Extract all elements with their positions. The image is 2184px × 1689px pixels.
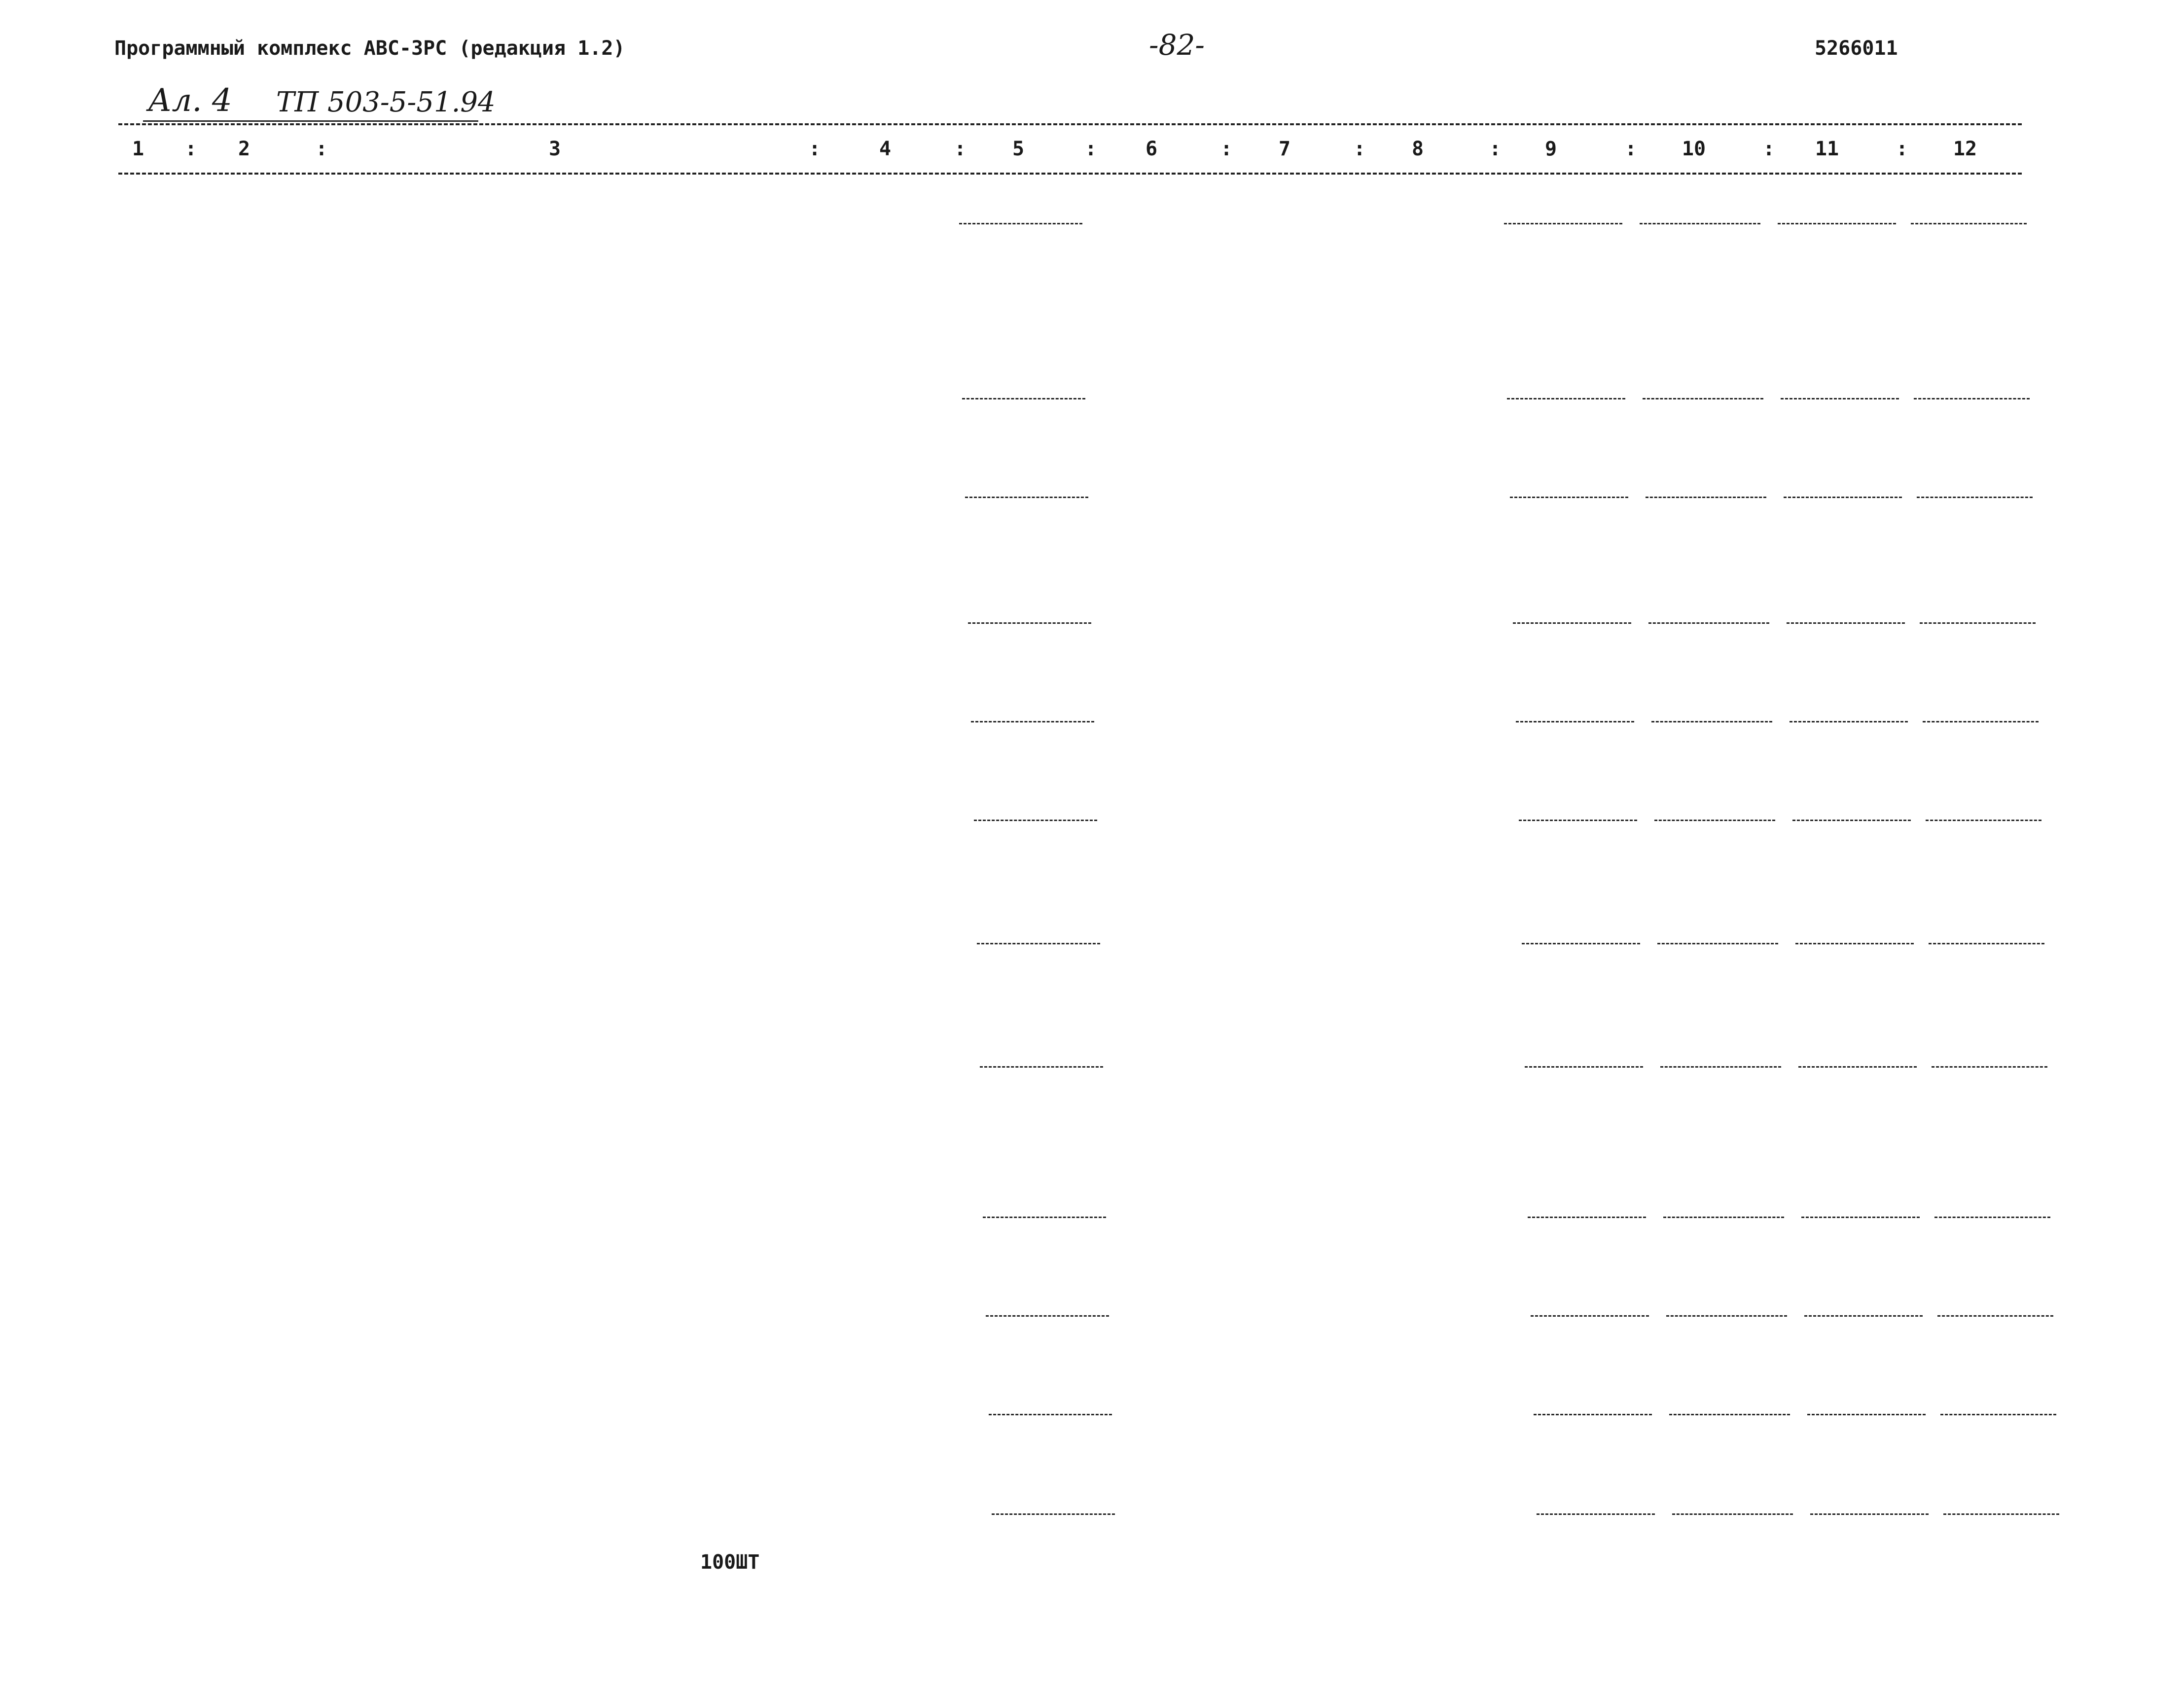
column-separator: : [1763, 138, 1775, 160]
fraction-divider [1932, 1066, 2047, 1068]
fraction-divider [1792, 820, 1911, 821]
fraction-divider [1651, 721, 1772, 722]
fraction-divider [1929, 943, 2044, 944]
fraction-divider [962, 398, 1085, 399]
fraction-divider [1810, 1513, 1929, 1515]
column-separator: : [1625, 138, 1637, 160]
fraction-divider [1510, 497, 1628, 498]
rule-under-header [118, 173, 2022, 175]
fraction-divider [977, 943, 1100, 944]
fraction-divider [1914, 398, 2030, 399]
column-separator: : [1354, 138, 1366, 160]
column-separator: : [1220, 138, 1233, 160]
fraction-divider [1519, 820, 1637, 821]
fraction-divider [1926, 820, 2041, 821]
column-separator: : [1489, 138, 1502, 160]
fraction-divider [1513, 622, 1631, 624]
fraction-divider [1798, 1066, 1917, 1068]
column-header-8: 8 [1411, 138, 1424, 160]
fraction-divider [1666, 1315, 1787, 1317]
column-header-12: 12 [1953, 138, 1977, 160]
handwritten-underline [143, 120, 478, 122]
fraction-divider [1778, 223, 1896, 224]
fraction-divider [1804, 1315, 1923, 1317]
fraction-divider [1534, 1414, 1652, 1415]
fraction-divider [980, 1066, 1103, 1068]
fraction-divider [1507, 398, 1625, 399]
fraction-divider [992, 1513, 1115, 1515]
fraction-divider [974, 820, 1097, 821]
fraction-divider [1787, 622, 1905, 624]
fraction-divider [1646, 497, 1766, 498]
column-header-2: 2 [238, 138, 251, 160]
column-separator: : [316, 138, 328, 160]
fraction-divider [983, 1217, 1106, 1218]
column-header-9: 9 [1544, 138, 1557, 160]
fraction-divider [1643, 398, 1763, 399]
fraction-divider [1525, 1066, 1643, 1068]
column-header-1: 1 [132, 138, 144, 160]
column-header-6: 6 [1145, 138, 1158, 160]
project-code: ТП 503-5-51.94 [276, 86, 496, 118]
column-header-4: 4 [879, 138, 892, 160]
fraction-divider [1943, 1513, 2059, 1515]
column-separator: : [1085, 138, 1097, 160]
fraction-divider [989, 1414, 1112, 1415]
column-separator: : [1896, 138, 1908, 160]
column-header-3: 3 [548, 138, 561, 160]
fraction-divider [1917, 497, 2033, 498]
fraction-divider [1790, 721, 1908, 722]
fraction-divider [1801, 1217, 1920, 1218]
fraction-divider [1504, 223, 1622, 224]
fraction-divider [1934, 1217, 2050, 1218]
fraction-divider [1669, 1414, 1790, 1415]
fraction-divider [986, 1315, 1109, 1317]
fraction-divider [1522, 943, 1640, 944]
fraction-divider [1807, 1414, 1926, 1415]
document-code: 5266011 [1815, 37, 1898, 60]
fraction-divider [1531, 1315, 1649, 1317]
fraction-divider [965, 497, 1088, 498]
column-separator: : [954, 138, 967, 160]
fraction-divider [1663, 1217, 1784, 1218]
fraction-divider [1923, 721, 2039, 722]
fraction-divider [1911, 223, 2027, 224]
page-number: -82- [1149, 28, 1205, 62]
fraction-divider [971, 721, 1094, 722]
column-header-5: 5 [1012, 138, 1025, 160]
fraction-divider [959, 223, 1082, 224]
column-header-10: 10 [1682, 138, 1706, 160]
fraction-divider [1654, 820, 1775, 821]
fraction-divider [1781, 398, 1899, 399]
fraction-divider [1516, 721, 1634, 722]
column-header-11: 11 [1815, 138, 1839, 160]
fraction-divider [1784, 497, 1902, 498]
album-label: Ал. 4 [148, 82, 232, 119]
trailing-unit: 100ШТ [700, 1551, 760, 1574]
fraction-divider [1528, 1217, 1646, 1218]
column-separator: : [809, 138, 821, 160]
fraction-divider [1937, 1315, 2053, 1317]
fraction-divider [1672, 1513, 1793, 1515]
fraction-divider [1660, 1066, 1781, 1068]
rule-top [118, 123, 2022, 125]
fraction-divider [1657, 943, 1778, 944]
fraction-divider [1640, 223, 1760, 224]
fraction-divider [968, 622, 1091, 624]
fraction-divider [1920, 622, 2036, 624]
column-separator: : [185, 138, 197, 160]
column-header-7: 7 [1278, 138, 1291, 160]
fraction-divider [1537, 1513, 1655, 1515]
program-title: Программный комплекс АВС-3РС (редакция 1.2) [114, 37, 625, 60]
fraction-divider [1795, 943, 1914, 944]
fraction-divider [1648, 622, 1769, 624]
fraction-divider [1940, 1414, 2056, 1415]
